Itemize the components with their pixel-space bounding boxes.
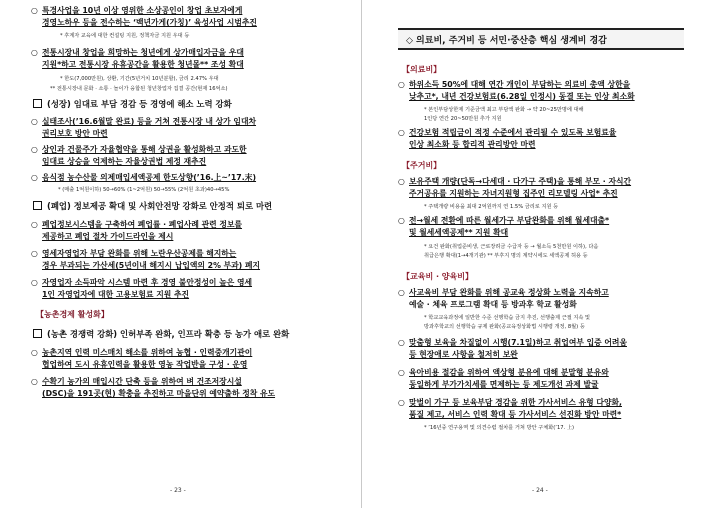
text-line: 맞춤형 보육을 차질없이 시행(7.1일)하고 취업여부 입증 어려움 (409, 338, 627, 347)
footnote: 1인당 연간 20~50만원 추가 지원 (424, 116, 502, 122)
right-page (362, 0, 720, 508)
footnote: * ’16년중 연구용역 및 의견수렴 절차를 거쳐 방안 구체화(’17. 上) (424, 425, 575, 431)
footnote: * 한도(7,000만원), 상환, 기간(5년거치 10년분할), 금리 2.47% 우대 (60, 76, 219, 82)
text-line: 및 월세세액공제** 지원 확대 (409, 228, 509, 237)
right-item-2: ○ 건강보험 적립금이 적정 수준에서 관리될 수 있도록 보험료율 (398, 128, 617, 137)
right-item-2-cont (409, 140, 536, 150)
square-bullet-icon (33, 201, 42, 210)
text-line: 주거공유를 지원하는 자녀지원형 집주인 리모델링 사업* 추진 (409, 189, 618, 198)
text-line: 음식점 농수산물 의제매입세액공제 한도상향(’16.上~’17.末) (42, 173, 257, 182)
right-item-5: ○ 사교육비 부담 완화를 위해 공교육 정상화 노력을 지속하고 (398, 288, 609, 297)
footnote: * 본인부담상한제 기준금액 최고 부담액 완화 → 약 20~25만명에 대해 (424, 107, 584, 113)
footnote: * 후계자 교육에 대한 컨설팅 지원, 정책자금 지원 우대 등 (60, 33, 190, 39)
text-line: 등 현장애로 사항을 철저히 보완 (409, 350, 518, 359)
text-line: 전→월세 전환에 따른 월세가구 부담완화를 위해 월세대출* (409, 216, 610, 225)
right-item-4-cont (409, 228, 508, 238)
text-line: 수확기 농가의 매입시간 단축 등을 위하여 벼 건조저장시설 (42, 377, 242, 386)
left-item-8: ○ 자영업자 소득파악 시스템 마련 후 경영 불안정성이 높은 영세 (31, 278, 253, 287)
category-housing: 【주거비】 (402, 161, 442, 170)
right-item-7-cont (409, 380, 599, 390)
square-bullet-icon (33, 99, 42, 108)
right-item-6: ○ 맞춤형 보육을 차질없이 시행(7.1일)하고 취업여부 입증 어려움 (398, 338, 627, 347)
text-line: 보유주택 개량(단독→다세대 · 다가구 주택)을 통해 부모 · 자식간 (409, 177, 632, 186)
section-title: (성장) 임대료 부담 경감 등 경영에 해소 노력 강화 (47, 99, 232, 109)
category-medical: 【의료비】 (402, 65, 442, 74)
left-item-10-cont (42, 389, 275, 399)
footnote: * 요건 완화(취업준비생, 근로장려금 수급자 등 → 월소득 5천만원 이하), 다음 (424, 244, 599, 250)
left-item-7: ○ 영세자영업자 부담 완화를 위해 노란우산공제를 해지하는 (31, 249, 237, 258)
left-item-6: ○ 폐업정보시스템을 구축하여 폐업률 · 폐업사례 관련 정보를 (31, 220, 243, 229)
section-title: (폐업) 정보제공 확대 및 사회안전망 강화로 안정적 퇴로 마련 (47, 201, 273, 211)
left-item-5: ○ 음식점 농수산물 의제매입세액공제 한도상향(’16.上~’17.末) (31, 173, 257, 182)
footnote: ** 전통시장내 문화 · 소통 · 놀이가 융합된 청년창업자 집결 공간(현재 16억소) (50, 86, 228, 92)
text-line: 예술 · 체육 프로그램 확대 등 방과후 학교 활성화 (409, 300, 577, 309)
text-line: 낮추고*, 내년 건강보험료(6.28일 인정시) 동결 또는 인상 최소화 (409, 92, 635, 101)
text-line: 상인과 건물주가 자율협약을 통해 상권을 활성화하고 과도한 (42, 145, 247, 154)
section-rural (33, 329, 289, 340)
text-line: 경영노하우 등을 전수하는 ‘백년가게(가칭)’ 육성사업 시범추진 (42, 18, 257, 27)
right-item-3: ○ 보유주택 개량(단독→다세대 · 다가구 주택)을 통해 부모 · 자식간 (398, 177, 632, 186)
left-item-3-cont (42, 129, 108, 139)
text-line: 인상 최소화 등 합리적 관리방안 마련 (409, 140, 536, 149)
left-item-3: ○ 실태조사(’16.6월말 완료) 등을 거쳐 전통시장 내 상가 임대차 (31, 117, 257, 126)
text-line: (DSC)을 191곳(현) 확충을 추진하고 마을단위 예약출하 정착 유도 (42, 389, 276, 398)
right-item-7: ○ 육아비용 절감을 위하여 액상형 분유에 대해 분말형 분유와 (398, 368, 609, 377)
section-closure (33, 201, 272, 212)
text-line: 맞벌이 가구 등 보육부담 경감을 위한 가사서비스 유형 다양화, (409, 398, 622, 407)
footnote: * 학교교육과정에 일반한 수준 선행학습 금지 추진, 선행출제 근절 지속 및 (424, 315, 591, 321)
left-item-1-cont (42, 18, 257, 28)
text-line: 전통시장내 창업을 희망하는 청년에게 상가매입자금을 우대 (42, 48, 244, 57)
text-line: 경우 부과되는 가산세(5년이내 해지시 납입액의 2% 부과) 폐지 (42, 261, 261, 270)
section-growth (33, 99, 232, 110)
title-box (398, 28, 684, 50)
footnote: 취급은행 확대(1→4개기관) ** 부후지 명의 계약시에도 세액공제 허용 등 (424, 253, 588, 259)
text-line: 육아비용 절감을 위하여 액상형 분유에 대해 분말형 분유와 (409, 368, 609, 377)
section-title: (농촌 경쟁력 강화) 인허부족 완화, 인프라 확충 등 농가 애로 완화 (47, 329, 290, 339)
text-line: 특경사업을 10년 이상 영위한 소상공인이 창업 초보자에게 (42, 6, 243, 15)
right-item-5-cont (409, 300, 577, 310)
left-item-2: ○ 전통시장내 창업을 희망하는 청년에게 상가매입자금을 우대 (31, 48, 244, 57)
right-item-8-cont (409, 410, 621, 420)
left-item-6-cont (42, 232, 173, 242)
category-education: 【교육비 · 양육비】 (402, 272, 473, 281)
square-bullet-icon (33, 329, 42, 338)
footnote: 방과후학교의 선행학습 규제 완화(공교육정상화법 시행령 개정, 8월) 등 (424, 324, 585, 330)
rural-economy-heading: 【농촌경제 활성화】 (36, 310, 109, 319)
page-number: - 23 - (170, 487, 186, 494)
left-item-10: ○ 수확기 농가의 매입시간 단축 등을 위하여 벼 건조저장시설 (31, 377, 242, 386)
right-item-3-cont (409, 189, 618, 199)
text-line: 영세자영업자 부담 완화를 위해 노란우산공제를 해지하는 (42, 249, 237, 258)
text-line: 제공하고 폐업 절차 가이드라인을 제시 (42, 232, 174, 241)
text-line: 폐업정보시스템을 구축하여 폐업률 · 폐업사례 관련 정보를 (42, 220, 243, 229)
text-line: 동일하게 부가가치세를 면제하는 등 제도개선 과제 발굴 (409, 380, 599, 389)
text-line: 건강보험 적립금이 적정 수준에서 관리될 수 있도록 보험료율 (409, 128, 617, 137)
left-item-9-cont (42, 360, 247, 370)
left-item-2-cont (42, 60, 244, 70)
footnote: * (매출 1억원이하) 50→60% (1~2억원) 50→55% (2억원 초과)40→45% (58, 187, 230, 193)
left-item-4: ○ 상인과 건물주가 자율협약을 통해 상권을 활성화하고 과도한 (31, 145, 247, 154)
page-title: ◇ 의료비, 주거비 등 서민·중산층 핵심 생계비 경감 (406, 36, 607, 46)
text-line: 권리보호 방안 마련 (42, 129, 108, 138)
right-item-6-cont (409, 350, 518, 360)
left-item-9: ○ 농촌지역 인력 미스매치 해소를 위하여 농협 · 인력중개기관이 (31, 348, 253, 357)
text-line: 협업하여 도시 유휴인력을 활용한 영농 작업반을 구성 · 운영 (42, 360, 248, 369)
left-item-1: ○ 특경사업을 10년 이상 영위한 소상공인이 창업 초보자에게 (31, 6, 243, 15)
text-line: 농촌지역 인력 미스매치 해소를 위하여 농협 · 인력중개기관이 (42, 348, 253, 357)
left-item-4-cont (42, 157, 206, 167)
right-item-1-cont (409, 92, 635, 102)
left-item-8-cont (42, 290, 189, 300)
text-line: 지원*하고 전통시장 유휴공간을 활용한 청년몰** 조성 확대 (42, 60, 244, 69)
text-line: 품질 제고, 서비스 인력 확대 등 가사서비스 선진화 방안 마련* (409, 410, 622, 419)
text-line: 실태조사(’16.6월말 완료) 등을 거쳐 전통시장 내 상가 임대차 (42, 117, 257, 126)
text-line: 사교육비 부담 완화를 위해 공교육 정상화 노력을 지속하고 (409, 288, 609, 297)
text-line: 1인 자영업자에 대한 고용보험료 지원 추진 (42, 290, 190, 299)
footnote: * 주택개량 비용을 최대 2억원까지 연 1.5% 금리로 지원 등 (424, 204, 559, 210)
text-line: 하위소득 50%에 대해 연간 개인이 부담하는 의료비 총액 상한을 (409, 80, 631, 89)
text-line: 임대료 상승을 억제하는 자율상권법 제정 재추진 (42, 157, 207, 166)
page-number: - 24 - (532, 487, 548, 494)
left-item-7-cont (42, 261, 260, 271)
right-item-4: ○ 전→월세 전환에 따른 월세가구 부담완화를 위해 월세대출* (398, 216, 610, 225)
text-line: 자영업자 소득파악 시스템 마련 후 경영 불안정성이 높은 영세 (42, 278, 253, 287)
right-item-8: ○ 맞벌이 가구 등 보육부담 경감을 위한 가사서비스 유형 다양화, (398, 398, 622, 407)
right-item-1: ○ 하위소득 50%에 대해 연간 개인이 부담하는 의료비 총액 상한을 (398, 80, 631, 89)
